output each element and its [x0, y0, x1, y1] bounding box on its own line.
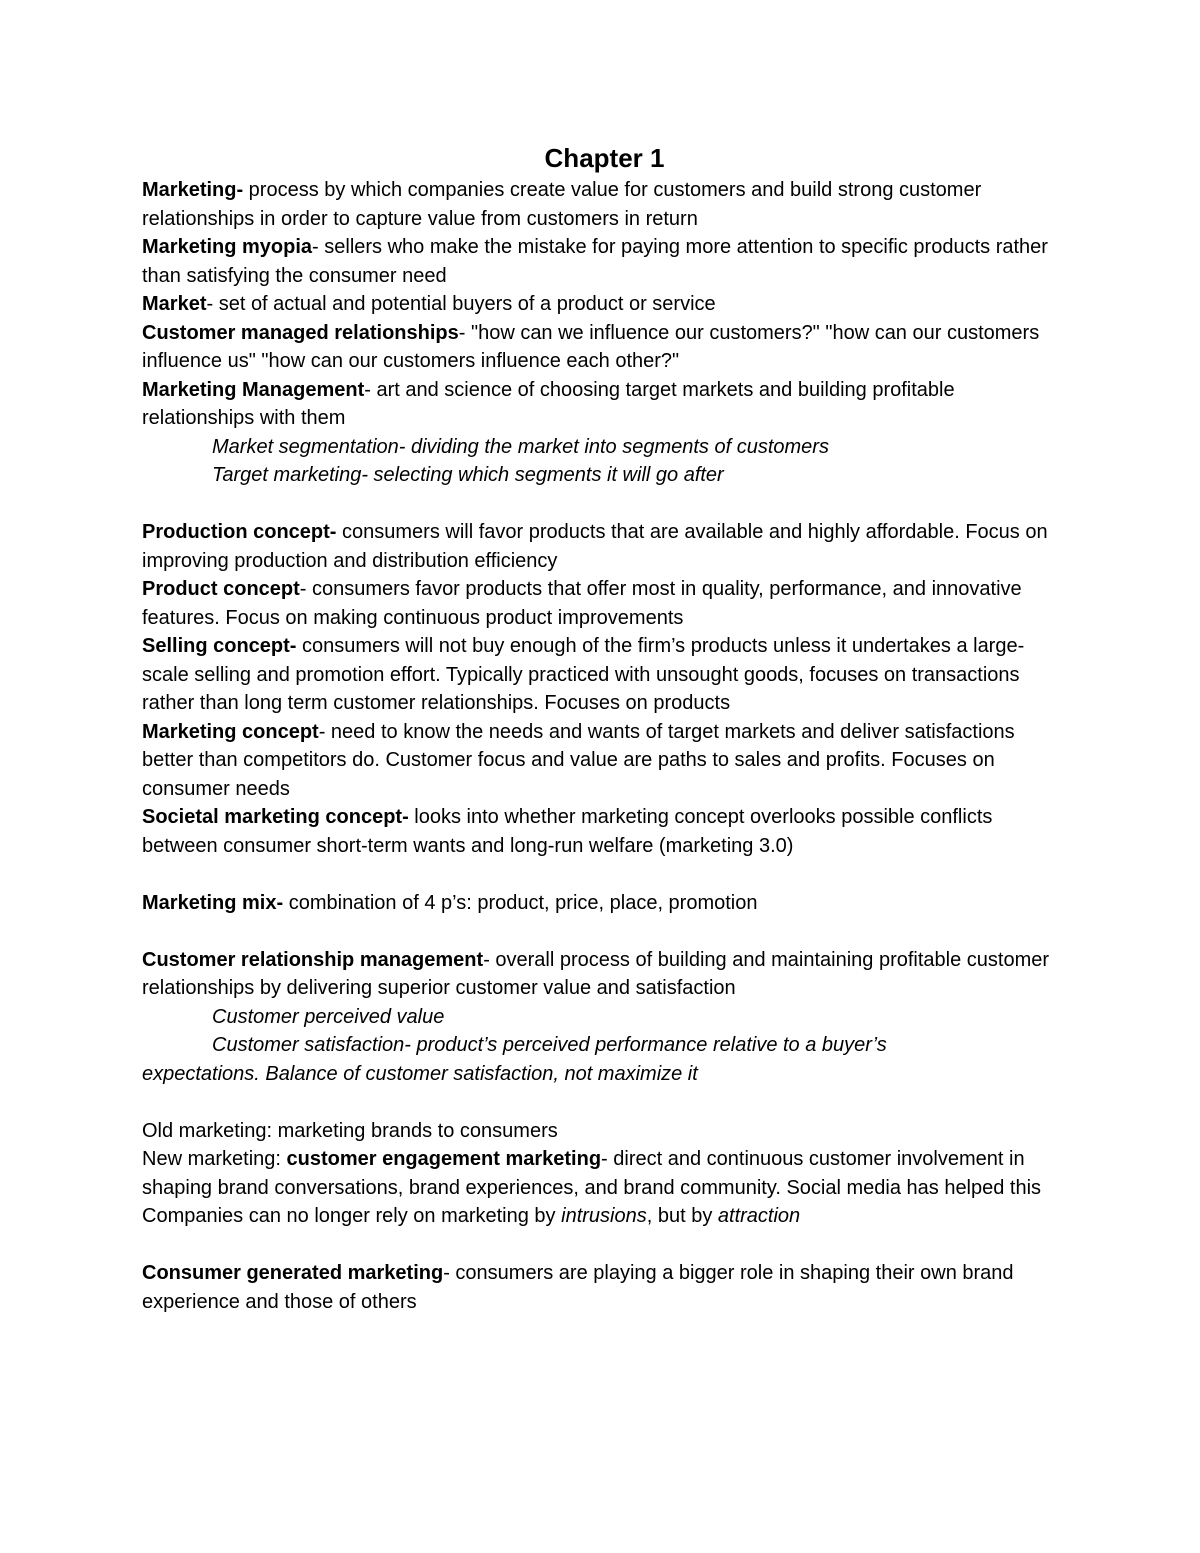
definition-production-concept — [142, 518, 1067, 575]
term-label: Societal marketing concept- — [142, 806, 409, 828]
subpoint-target-marketing: Target marketing- selecting which segments it will go after — [212, 464, 724, 486]
term-label: customer engagement marketing — [286, 1148, 602, 1170]
definition-selling-concept — [142, 632, 1067, 718]
definition-market — [142, 290, 1067, 319]
term-definition: - sellers who make the mistake for paying more attention to specific products rather than satisfying the consumer need — [142, 236, 1048, 287]
blank-line — [142, 1088, 1067, 1117]
term-label: Consumer generated marketing — [142, 1262, 444, 1284]
line-mid: , but by — [646, 1205, 718, 1227]
term-definition: - consumers are playing a bigger role in shaping their own brand experience and those of others — [142, 1262, 1014, 1313]
definition-marketing — [142, 176, 1067, 233]
subpoint-customer-satisfaction-continued: expectations. Balance of customer satisfaction, not maximize it — [142, 1062, 698, 1085]
definition-marketing-concept — [142, 718, 1067, 804]
new-marketing-line — [142, 1145, 1067, 1202]
term-definition: - set of actual and potential buyers of a product or service — [206, 293, 716, 315]
term-definition: looks into whether marketing concept overlooks possible conflicts between consumer short-term wants and long-run welfare (marketing 3.0) — [142, 806, 993, 857]
definition-customer-relationship-management — [142, 946, 1067, 1003]
term-definition: consumers will not buy enough of the firm’s products unless it undertakes a large-scale selling and promotion effort. Typically practiced with unsought goods, focuses on transactions rather than long term customer relationships. Focuses on products — [142, 635, 1025, 714]
term-definition: process by which companies create value for customers and build strong customer relationships in order to capture value from customers in return — [142, 179, 982, 230]
document-body — [142, 140, 1067, 1316]
blank-line — [142, 1231, 1067, 1260]
line-prefix: Companies can no longer rely on marketing by — [142, 1205, 562, 1227]
term-label: Marketing myopia — [142, 236, 313, 258]
term-label: Marketing- — [142, 179, 244, 201]
term-definition: - overall process of building and maintaining profitable customer relationships by delivering superior customer value and satisfaction — [142, 948, 1050, 999]
subpoint-market-segmentation: Market segmentation- dividing the market into segments of customers — [212, 435, 829, 458]
definition-consumer-generated-marketing — [142, 1259, 1067, 1316]
term-label: Market — [142, 293, 207, 315]
definition-marketing-myopia — [142, 233, 1067, 290]
term-label: Customer relationship management — [142, 948, 484, 971]
definition-marketing-management — [142, 376, 1067, 433]
term-label: Product concept — [142, 578, 300, 600]
blank-line — [142, 490, 1067, 519]
term-definition: - "how can we influence our customers?" "how can our customers influence us" "how can our customers influence each other?" — [142, 321, 1040, 372]
term-label: Customer managed relationships — [142, 321, 459, 344]
definition-product-concept — [142, 575, 1067, 632]
term-label: Selling concept- — [142, 635, 297, 657]
subpoint-customer-perceived-value: Customer perceived value — [212, 1005, 445, 1028]
term-label: Marketing mix- — [142, 891, 284, 914]
term-label: Production concept- — [142, 521, 337, 543]
emphasis-intrusions: intrusions — [561, 1205, 647, 1227]
intrusions-attraction-line — [142, 1202, 1067, 1231]
emphasis-attraction: attraction — [717, 1205, 801, 1227]
definition-societal-marketing-concept — [142, 803, 1067, 860]
blank-line — [142, 917, 1067, 946]
term-definition: - consumers favor products that offer most in quality, performance, and innovative features. Focus on making continuous product improvements — [142, 578, 1022, 629]
term-label: Marketing Management — [142, 378, 365, 401]
term-label: Marketing concept — [142, 720, 319, 743]
term-definition: - direct and continuous customer involvement in shaping brand conversations, brand experiences, and brand community. Social media has helped this — [142, 1148, 1042, 1199]
blank-line — [142, 860, 1067, 889]
definition-customer-managed-relationships — [142, 319, 1067, 376]
old-marketing-line: Old marketing: marketing brands to consumers — [142, 1119, 558, 1142]
term-definition: consumers will favor products that are available and highly affordable. Focus on improving production and distribution efficiency — [142, 521, 1048, 572]
new-marketing-prefix: New marketing: — [142, 1148, 287, 1170]
page-title: Chapter 1 — [544, 143, 665, 173]
term-definition: - need to know the needs and wants of target markets and deliver satisfactions better than competitors do. Customer focus and value are paths to sales and profits. Focuses on consumer needs — [142, 720, 1015, 800]
term-definition: combination of 4 p’s: product, price, place, promotion — [283, 891, 758, 914]
subpoint-customer-satisfaction: Customer satisfaction- product’s perceived performance relative to a buyer’s — [212, 1034, 887, 1056]
term-definition: - art and science of choosing target markets and building profitable relationships with them — [142, 378, 955, 429]
definition-marketing-mix — [142, 889, 1067, 918]
